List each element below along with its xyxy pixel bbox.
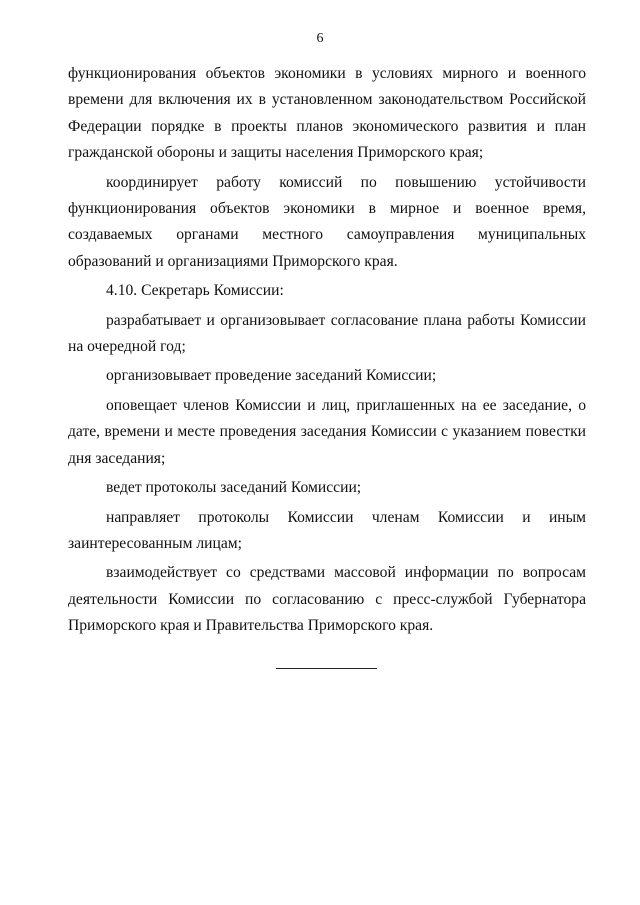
section-heading-secretary: 4.10. Секретарь Комиссии: (106, 282, 284, 300)
document-body (68, 61, 586, 643)
page-number: 6 (316, 31, 324, 46)
paragraph-minutes: ведет протоколы заседаний Комиссии; (106, 479, 362, 497)
paragraph-media: взаимодействует со средствами массовой информации по вопросам деятельности Комиссии по согласованию с пресс-службой Губернатора Приморского края и Правительства Приморского края. (68, 564, 586, 635)
end-of-document-rule (276, 668, 377, 669)
paragraph-continuation: функционирования объектов экономики в условиях мирного и военного времени для включения их в установленном законодательством Российской Федерации порядке в проекты планов экономического развития и план гражданской обороны и защиты населения Приморского края; (68, 65, 586, 162)
paragraph-work-plan: разрабатывает и организовывает согласование плана работы Комиссии на очередной год; (68, 311, 586, 356)
paragraph-notification: оповещает членов Комиссии и лиц, приглашенных на ее заседание, о дате, времени и месте проведения заседания Комиссии с указанием повестки дня заседания; (68, 396, 586, 467)
paragraph-meetings: организовывает проведение заседаний Комиссии; (106, 367, 437, 385)
paragraph-distribution: направляет протоколы Комиссии членам Комиссии и иным заинтересованным лицам; (68, 508, 586, 552)
paragraph-coordinates-commissions: координирует работу комиссий по повышению устойчивости функционирования объектов экономики в мирное и военное время, создаваемых органами местного самоуправления муниципальных образований и организациями Приморского края. (68, 173, 586, 270)
